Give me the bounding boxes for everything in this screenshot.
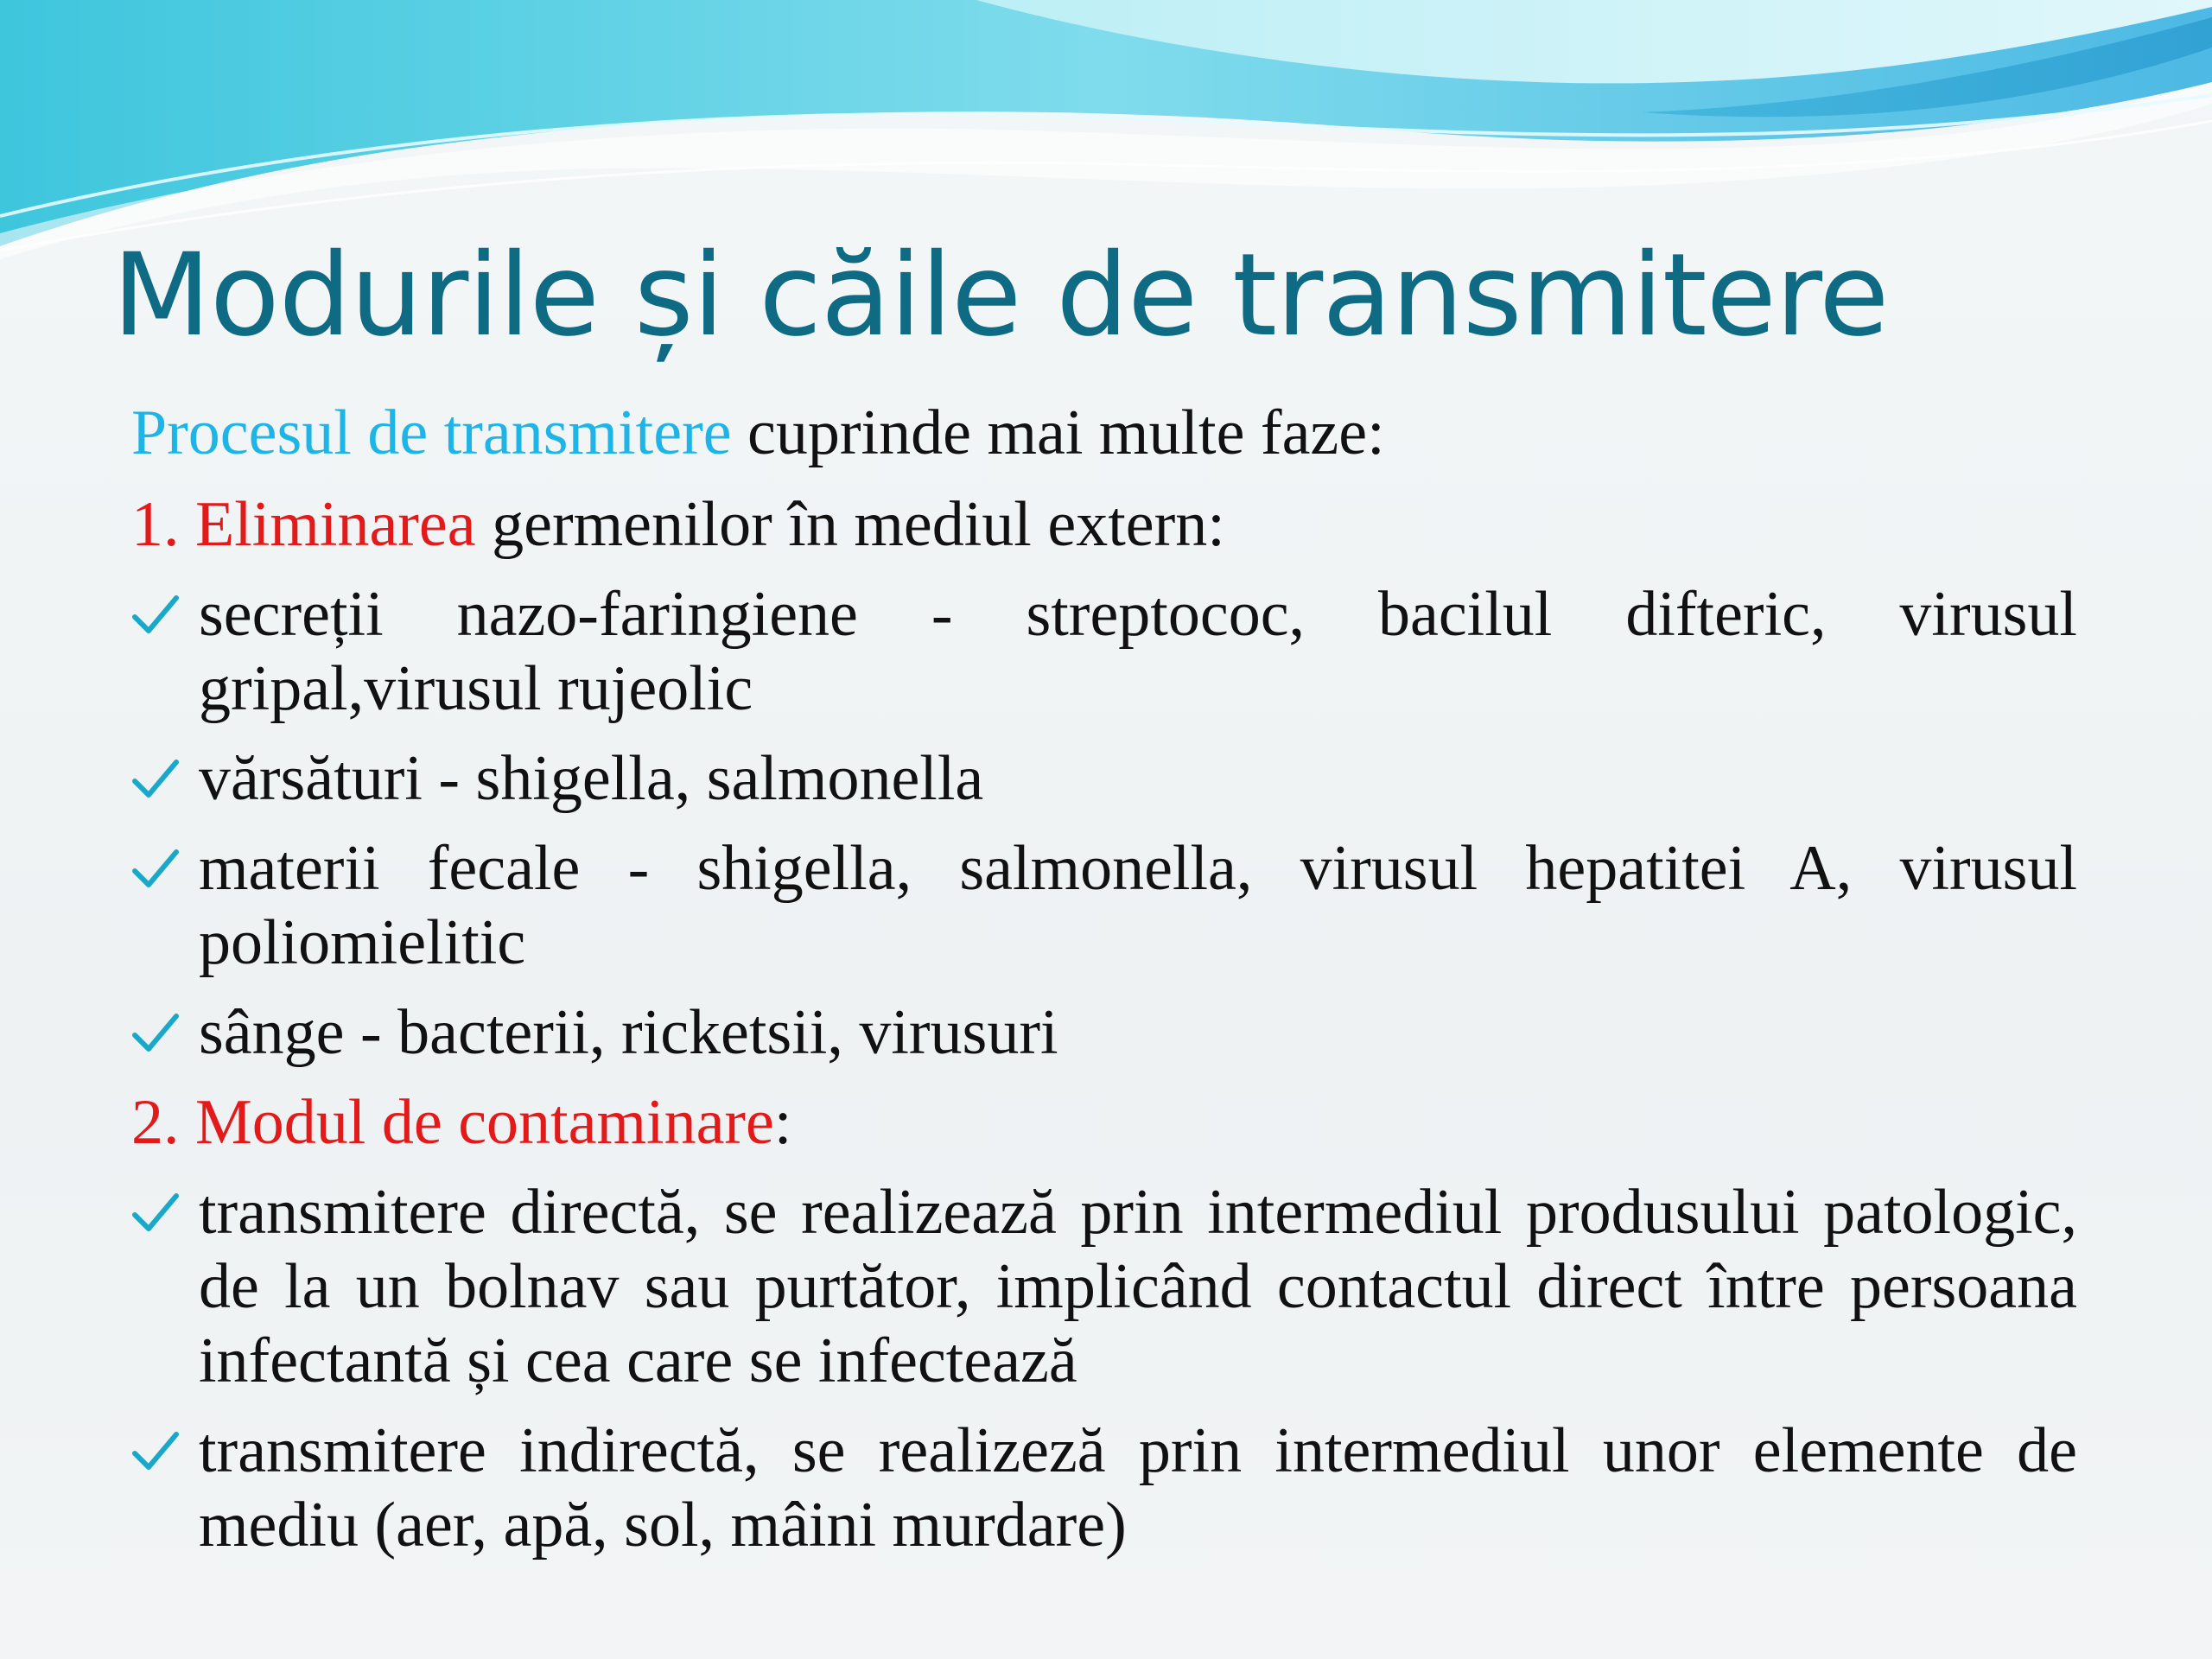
- phase1-number: 1.: [131, 489, 195, 560]
- list-item: [131, 1414, 2077, 1562]
- list-item: [131, 831, 2077, 980]
- phase1-heading: [131, 487, 2077, 562]
- list-item-text: materii fecale - shigella, salmonella, virusul hepatitei A, virusul poliomielitic: [199, 833, 2077, 978]
- intro-text: cuprinde mai multe faze:: [731, 397, 1385, 468]
- list-item-text: sânge - bacterii, ricketsii, virusuri: [199, 997, 1058, 1068]
- list-item-text: transmitere indirectă, se realizeză prin intermediul unor elemente de mediu (aer, apă, sol, mâini murdare): [199, 1415, 2077, 1560]
- checkmark-icon: [131, 1011, 180, 1054]
- phase2-number: 2.: [131, 1087, 195, 1158]
- list-item-text: secreții nazo-faringiene - streptococ, bacilul difteric, virusul gripal,virusul rujeolic: [199, 579, 2077, 724]
- list-item: [131, 741, 2077, 816]
- checkmark-icon: [131, 757, 180, 800]
- slide-body: [131, 396, 2077, 1578]
- phase2-highlight: Modul de contaminare: [195, 1087, 774, 1158]
- checkmark-icon: [131, 847, 180, 890]
- list-item: [131, 577, 2077, 726]
- phase2-heading: [131, 1085, 2077, 1160]
- phase2-text: :: [773, 1087, 792, 1158]
- list-item-text: transmitere directă, se realizează prin intermediul produsului patologic, de la un bolnav sau purtător, implicând contactul direct între persoana infectantă și cea care se infectează: [199, 1177, 2077, 1396]
- checkmark-icon: [131, 593, 180, 636]
- intro-line: [131, 396, 2077, 470]
- intro-highlight: Procesul de transmitere: [131, 397, 732, 468]
- slide-title: Modurile și căile de transmitere: [112, 229, 1889, 362]
- phase1-text: germenilor în mediul extern:: [475, 489, 1225, 560]
- checkmark-icon: [131, 1191, 180, 1234]
- list-item: [131, 1175, 2077, 1398]
- checkmark-icon: [131, 1429, 180, 1472]
- list-item: [131, 995, 2077, 1070]
- phase1-highlight: Eliminarea: [195, 489, 476, 560]
- list-item-text: vărsături - shigella, salmonella: [199, 743, 984, 814]
